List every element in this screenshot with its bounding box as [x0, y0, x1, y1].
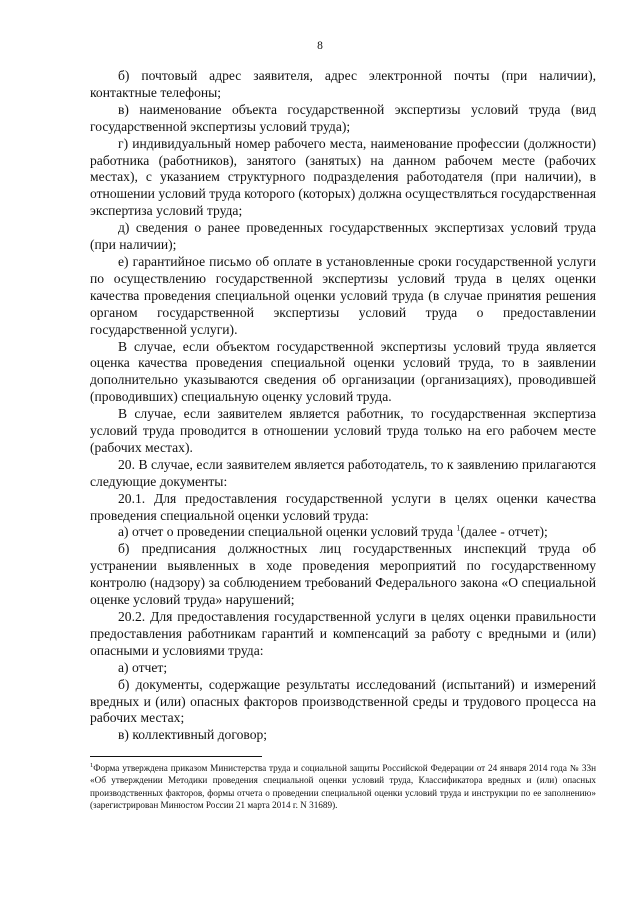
report-text-suffix: (далее - отчет); [460, 524, 548, 540]
paragraph-a-report-short: а) отчет; [118, 659, 168, 675]
page-number: 8 [317, 40, 323, 52]
footnote [90, 762, 596, 812]
paragraph-d-previous-expertise: д) сведения о ранее проведенных государственных экспертизах условий труда (при наличии); [90, 220, 596, 253]
paragraph-a-report [90, 524, 596, 541]
paragraph-e-guarantee-letter: е) гарантийное письмо об оплате в установленные сроки государственной услуги по осуществлению государственной экспертизы условий труда в целях оценки качества проведения специальной оценки условий труда (в случае принятия решения органом государственной экспертизы условий труда о предоставлении государственной услуги). [90, 253, 596, 337]
footnote-text: Форма утверждена приказом Министерства труда и социальной защиты Российской Федерации от 24 января 2014 года № 33н «Об утверждении Методики проведения специальной оценки условий труда, Классификатора вредных и (или) опасных производственных факторов, формы отчета о проведении специальной оценки условий труда и инструкции по ее заполнению» (зарегистрирован Минюстом России 21 марта 2014 г. N 31689). [90, 763, 596, 811]
footnote-reference[interactable]: 1 [456, 523, 461, 533]
paragraph-employee-case: В случае, если заявителем является работник, то государственная экспертиза условий труда проводится в отношении условий труда только на его рабочем месте (рабочих местах). [90, 406, 596, 455]
paragraph-b-address: б) почтовый адрес заявителя, адрес электронной почты (при наличии), контактные телефоны; [90, 68, 596, 100]
paragraph-b-prescriptions: б) предписания должностных лиц государственных инспекций труда об устранении выявленных в ходе проведения мероприятий по государственному контролю (надзору) за соблюдением требований Федерального закона «О специальной оценке условий труда» нарушений; [90, 541, 596, 608]
paragraph-g-workplace: г) индивидуальный номер рабочего места, наименование профессии (должности) работника (работников), занятого (занятых) на данном рабочем месте (рабочих местах), с указанием структурного подразделения работодателя (при наличии), в отношении условий труда которого (которых) должна осуществляться государственная экспертиза условий труда; [90, 135, 596, 219]
paragraph-v-object-name: в) наименование объекта государственной экспертизы условий труда (вид государственной экспертизы условий труда); [90, 101, 596, 134]
paragraph-v-collective-agreement: в) коллективный договор; [118, 727, 268, 743]
paragraph-20: 20. В случае, если заявителем является работодатель, то к заявлению прилагаются следующие документы: [90, 456, 596, 489]
paragraph-20-1: 20.1. Для предоставления государственной услуги в целях оценки качества проведения специальной оценки условий труда: [90, 490, 596, 523]
document-body [90, 68, 596, 744]
paragraph-object-case: В случае, если объектом государственной экспертизы условий труда является оценка качества проведения специальной оценки условий труда, то в заявлении дополнительно указываются сведения об организации (организациях), проводившей (проводивших) специальную оценку условий труда. [90, 338, 596, 405]
paragraph-20-2: 20.2. Для предоставления государственной услуги в целях оценки правильности предоставления работникам гарантий и компенсаций за работу с вредными и (или) опасными и условиями труда: [90, 609, 596, 658]
paragraph-b-documents: б) документы, содержащие результаты исследований (испытаний) и измерений вредных и (или) опасных факторов производственной среды и трудового процесса на рабочих местах; [90, 676, 596, 726]
footnote-divider [90, 756, 262, 757]
report-text: а) отчет о проведении специальной оценки условий труда [118, 524, 457, 540]
footnote-marker: 1 [90, 761, 94, 769]
